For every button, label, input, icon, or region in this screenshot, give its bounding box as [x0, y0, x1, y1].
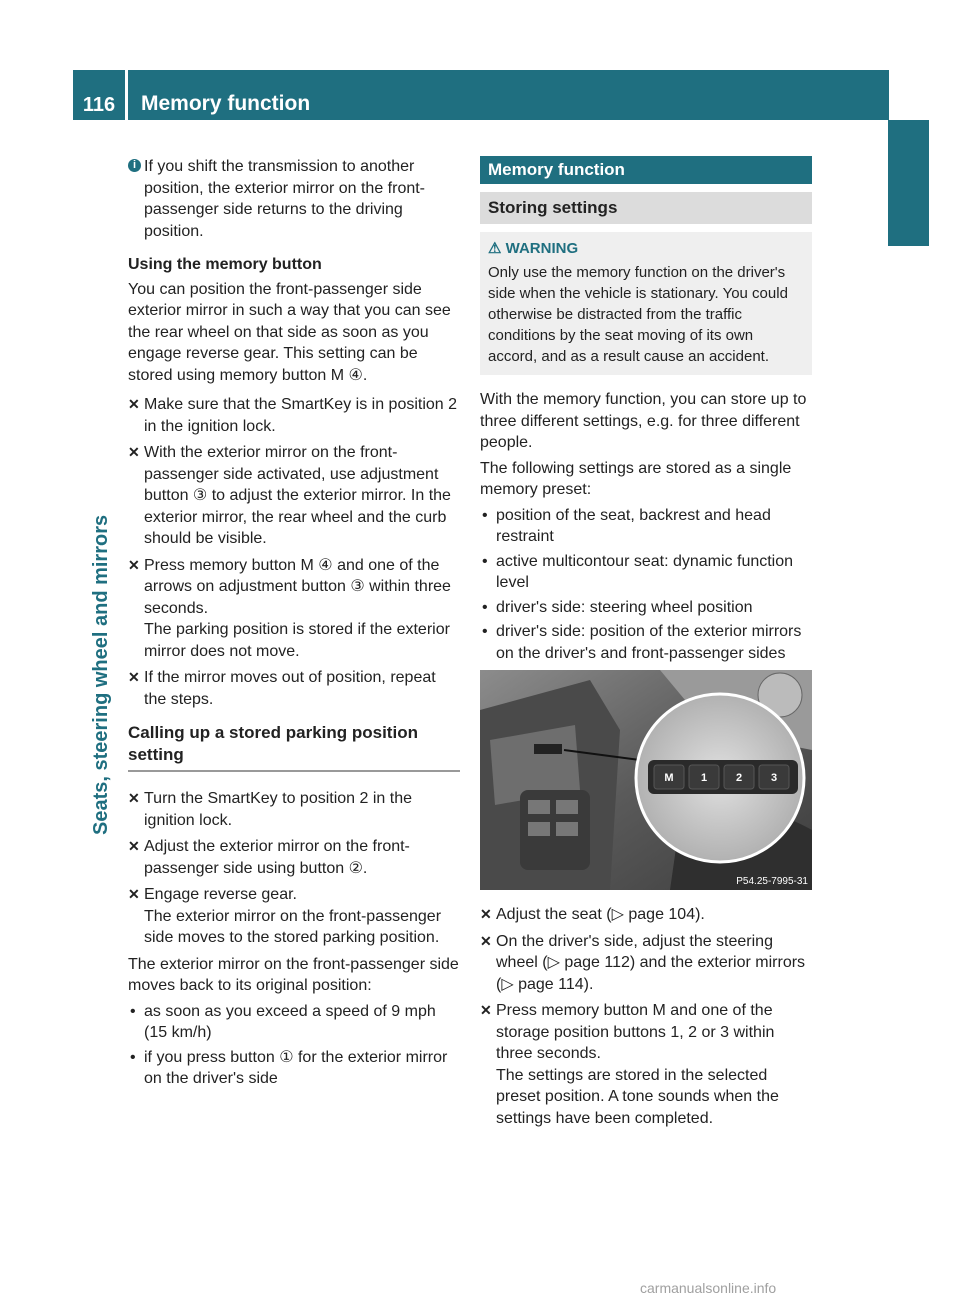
- bullet-icon: •: [482, 623, 488, 640]
- step-result: The parking position is stored if the exterior mirror does not move.: [144, 621, 450, 660]
- list-item: [480, 505, 812, 548]
- step-text: If the mirror moves out of position, repeat the steps.: [144, 669, 436, 708]
- list-item: [480, 621, 812, 664]
- list-item: [480, 551, 812, 594]
- using-memory-text: You can position the front-passenger side exterior mirror in such a way that you can see the rear wheel on that side as soon as you engage reverse gear. This setting can be stored using memory button M ④.: [128, 280, 451, 384]
- step-text: Engage reverse gear.: [144, 886, 297, 903]
- subsection-title: Storing settings: [480, 192, 812, 224]
- warning-triangle-icon: ⚠: [488, 240, 502, 257]
- memory-buttons-photo: [480, 670, 812, 890]
- step: [480, 1000, 812, 1129]
- step-text: On the driver's side, adjust the steering wheel (▷ page 112) and the exterior mirrors (▷ page 114).: [496, 932, 806, 993]
- step-marker-icon: ✕: [128, 838, 140, 854]
- list-item-text: driver's side: steering wheel position: [496, 598, 753, 616]
- preset-intro: The following settings are stored as a single memory preset:: [480, 459, 792, 498]
- list-item: [480, 597, 812, 619]
- step-result: The settings are stored in the selected preset position. A tone sounds when the settings have been completed.: [496, 1066, 779, 1127]
- list-item-text: active multicontour seat: dynamic function level: [496, 552, 794, 591]
- warning-title: [488, 238, 804, 259]
- list-item: [128, 1047, 460, 1090]
- step-marker-icon: ✕: [128, 886, 140, 902]
- info-icon: i: [128, 159, 141, 172]
- step: [480, 904, 812, 926]
- list-item-text: as soon as you exceed a speed of 9 mph (15 km/h): [144, 1002, 436, 1041]
- section-title: Memory function: [480, 156, 812, 184]
- step-marker-icon: ✕: [480, 906, 492, 922]
- step-text: Press memory button M and one of the storage position buttons 1, 2 or 3 within three seconds.: [496, 1002, 775, 1062]
- warning-box: [480, 232, 812, 375]
- using-memory-heading: Using the memory button: [128, 256, 322, 273]
- step: [128, 667, 460, 710]
- return-text: The exterior mirror on the front-passenger side moves back to its original position:: [128, 955, 459, 994]
- step-text: Adjust the exterior mirror on the front-passenger side using button ②.: [144, 838, 410, 877]
- step-text: Turn the SmartKey to position 2 in the ignition lock.: [144, 790, 412, 829]
- step-text: Make sure that the SmartKey is in position 2 in the ignition lock.: [144, 396, 458, 435]
- list-item-text: if you press button ① for the exterior mirror on the driver's side: [144, 1048, 448, 1087]
- step-marker-icon: ✕: [128, 556, 140, 573]
- right-column: [480, 156, 812, 1134]
- step: [128, 394, 460, 437]
- step-text: With the exterior mirror on the front-passenger side activated, use adjustment button ③ to adjust the exterior mirror. In the exterior mirror, the rear wheel and the curb should be visible.: [144, 444, 451, 547]
- page-number: 116: [82, 94, 116, 116]
- info-note-text: If you shift the transmission to another position, the exterior mirror on the front-passenger side returns to the driving position.: [144, 158, 426, 240]
- list-item: [128, 1001, 460, 1044]
- step-marker-icon: ✕: [480, 932, 492, 949]
- left-column: [128, 156, 460, 1093]
- step-marker-icon: ✕: [128, 790, 140, 806]
- step-text: Adjust the seat (▷ page 104).: [496, 906, 705, 923]
- step: [128, 884, 460, 949]
- step-result: The exterior mirror on the front-passenger side moves to the stored parking position.: [144, 907, 442, 946]
- side-tab: [888, 120, 929, 246]
- list-item-text: position of the seat, backrest and head restraint: [496, 506, 771, 545]
- step-marker-icon: ✕: [128, 669, 140, 685]
- list-item-text: driver's side: position of the exterior mirrors on the driver's and front-passenger sides: [496, 623, 802, 662]
- step: [128, 836, 460, 879]
- page-title: Memory function: [141, 92, 311, 115]
- warning-text: Only use the memory function on the driver's side when the vehicle is stationary. You could otherwise be distracted from the traffic conditions by the seat moving of its own accord, and as a result cause an accident.: [488, 264, 788, 365]
- photo-button-3: 3: [770, 772, 778, 784]
- calling-heading: Calling up a stored parking position setting: [128, 722, 460, 772]
- step-marker-icon: ✕: [128, 444, 140, 460]
- bullet-icon: •: [482, 598, 488, 616]
- side-tab-text: Seats, steering wheel and mirrors: [90, 514, 112, 835]
- step-marker-icon: ✕: [480, 1002, 492, 1018]
- photo-code: P54.25-7995-31: [736, 876, 808, 887]
- photo-illustration: [480, 670, 812, 890]
- step-text: Press memory button M ④ and one of the arrows on adjustment button ③ within three seconds.: [144, 556, 451, 617]
- side-tab-text-wrapper: [20, 514, 112, 835]
- warning-label: WARNING: [505, 240, 579, 257]
- header-divider: [125, 70, 128, 120]
- intro-text: With the memory function, you can store up to three different settings, e.g. for three different people.: [480, 391, 807, 451]
- bullet-icon: •: [130, 1048, 136, 1066]
- bullet-icon: •: [482, 506, 488, 524]
- step: [128, 788, 460, 831]
- footer-watermark[interactable]: carmanualsonline.info: [640, 1280, 777, 1296]
- step: [128, 555, 460, 663]
- bullet-icon: •: [482, 552, 488, 570]
- photo-button-m: M: [664, 772, 674, 784]
- step: [128, 442, 460, 550]
- step: [480, 931, 812, 996]
- step-marker-icon: ✕: [128, 396, 140, 412]
- photo-button-2: 2: [735, 772, 743, 784]
- photo-button-1: 1: [700, 772, 708, 784]
- info-note: [128, 156, 460, 242]
- bullet-icon: •: [130, 1002, 136, 1020]
